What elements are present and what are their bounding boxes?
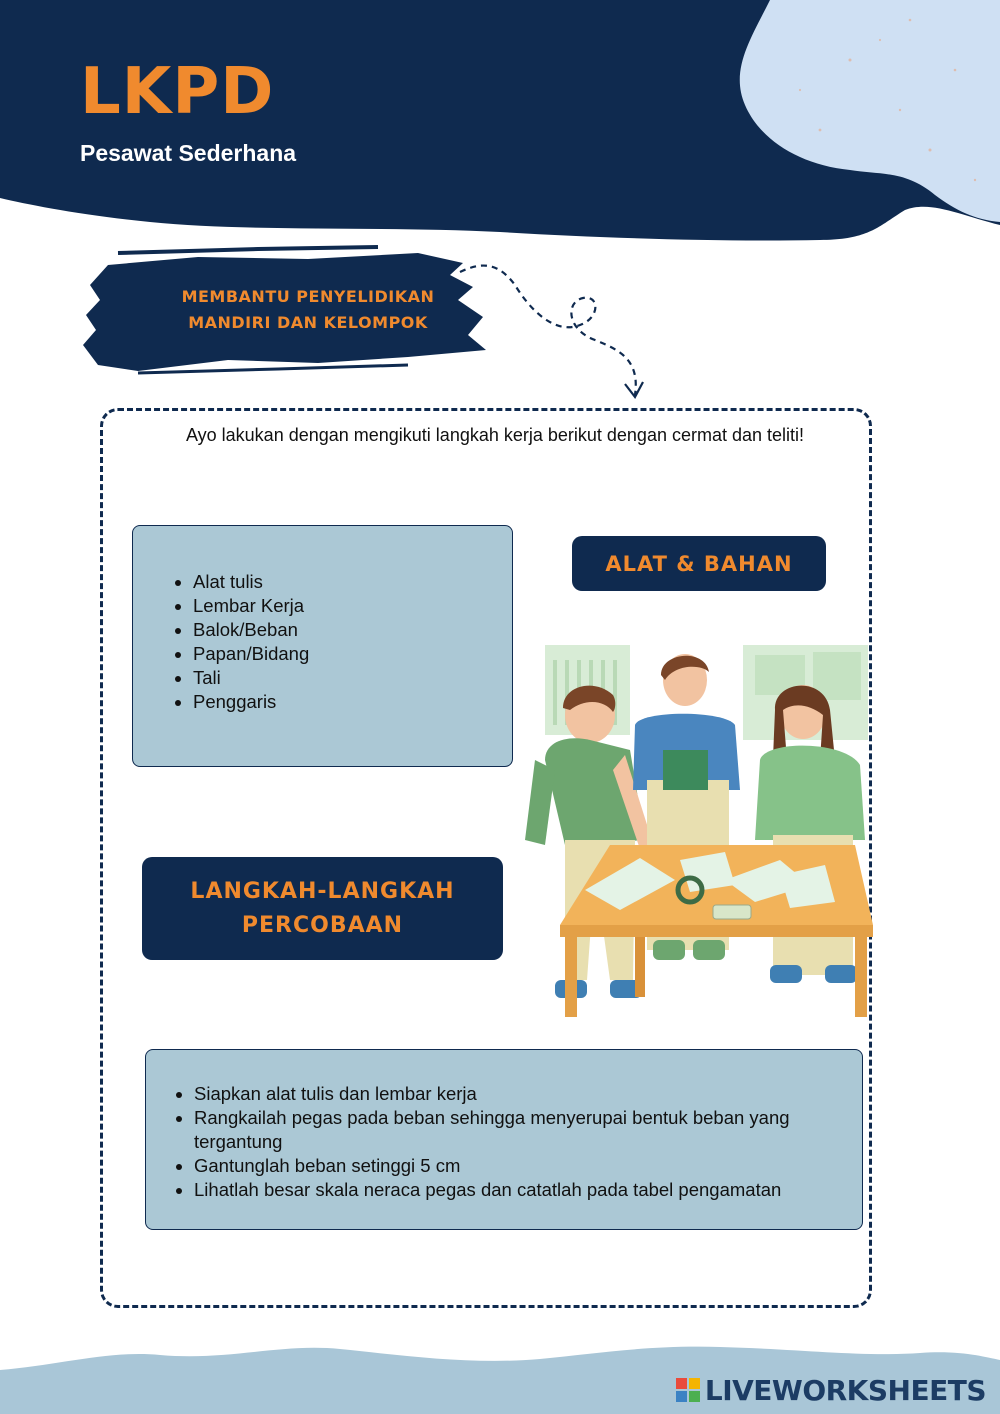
materials-panel — [132, 525, 513, 767]
steps-heading — [142, 857, 503, 960]
banner-line-1: MEMBANTU PENYELIDIKAN — [181, 287, 435, 306]
list-item: • Siapkan alat tulis dan lembar kerja — [194, 1082, 842, 1106]
banner-text — [118, 284, 498, 336]
document-title: LKPD — [80, 55, 275, 129]
list-item: • Rangkailah pegas pada beban sehingga menyerupai bentuk beban yang tergantung — [194, 1106, 842, 1154]
materials-heading: ALAT & BAHAN — [572, 536, 826, 591]
list-item: • Lembar Kerja — [193, 594, 309, 618]
instruction-text: Ayo lakukan dengan mengikuti langkah kerja berikut dengan cermat dan teliti! — [185, 425, 805, 445]
brand-name: LIVEWORKSHEETS — [704, 1373, 986, 1407]
steps-list — [146, 1082, 862, 1202]
list-item: • Tali — [193, 666, 309, 690]
liveworksheets-logo-icon — [675, 1377, 701, 1403]
dashed-arrow-icon — [455, 260, 655, 410]
document-subtitle: Pesawat Sederhana — [80, 140, 297, 166]
students-illustration — [525, 640, 875, 1020]
footer-brand — [675, 1373, 986, 1407]
list-item: • Balok/Beban — [193, 618, 309, 642]
list-item: • Lihatlah besar skala neraca pegas dan catatlah pada tabel pengamatan — [194, 1178, 842, 1202]
list-item: • Papan/Bidang — [193, 642, 309, 666]
list-item: • Gantunglah beban setinggi 5 cm — [194, 1154, 842, 1178]
steps-heading-line-1: LANGKAH-LANGKAH — [190, 878, 455, 904]
materials-list — [133, 570, 309, 714]
steps-heading-line-2: PERCOBAAN — [241, 912, 404, 938]
list-item: • Penggaris — [193, 690, 309, 714]
steps-panel — [145, 1049, 863, 1230]
banner-line-2: MANDIRI DAN KELOMPOK — [188, 313, 428, 332]
list-item: • Alat tulis — [193, 570, 309, 594]
